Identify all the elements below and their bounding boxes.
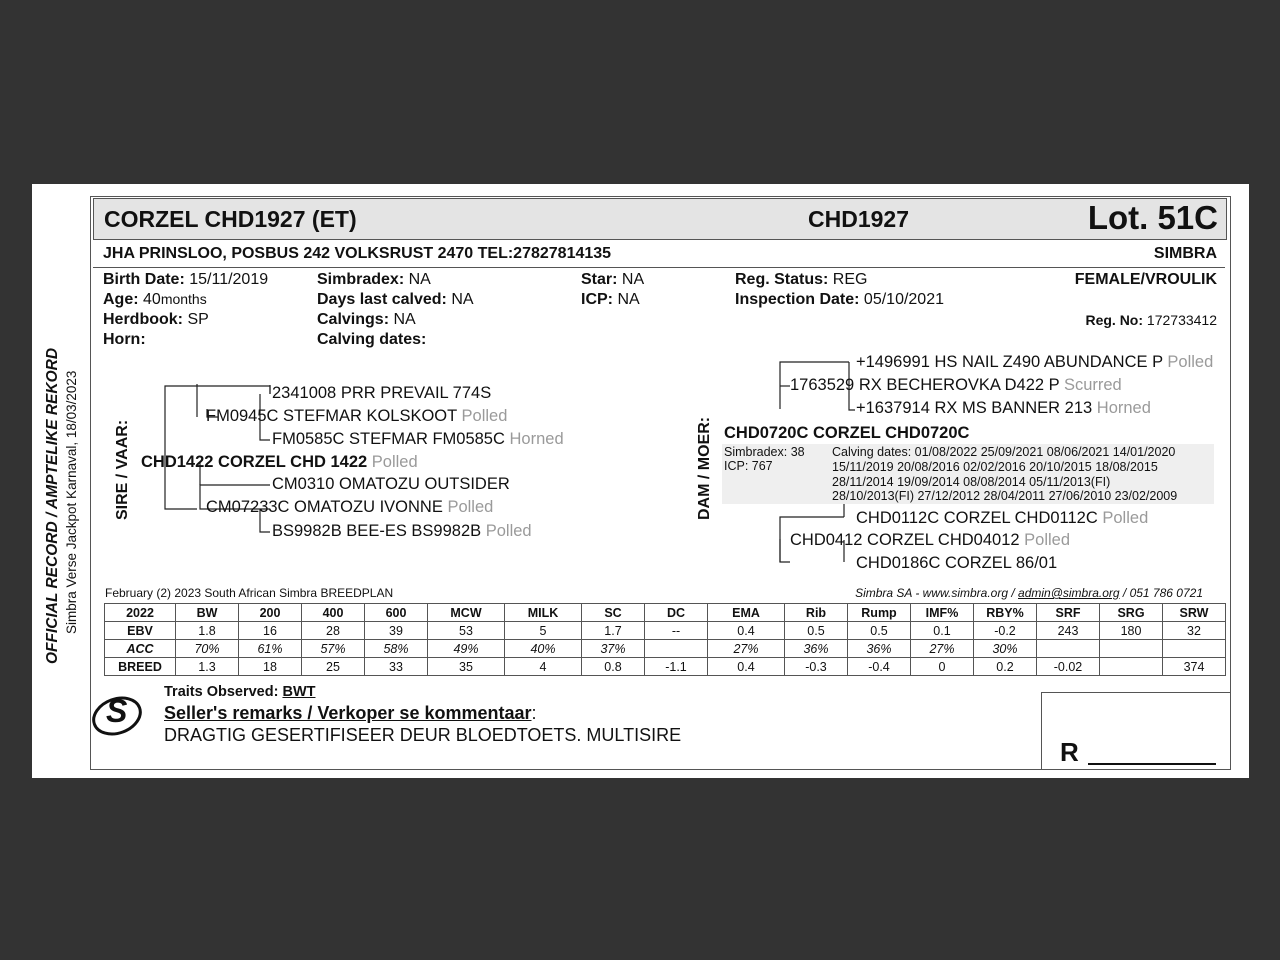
dam-dam	[790, 531, 1070, 550]
column-header: 2022	[105, 604, 176, 622]
table-cell: 0.2	[974, 658, 1037, 676]
dam-calving-dates	[832, 445, 1177, 504]
table-cell: 0.4	[708, 622, 785, 640]
column-header: SRF	[1037, 604, 1100, 622]
pedigree-name: BS9982B BEE-ES BS9982B	[272, 522, 482, 540]
column-header: 200	[239, 604, 302, 622]
contact-email-link[interactable]: admin@simbra.org	[1018, 586, 1120, 600]
simbra-logo	[89, 689, 143, 743]
age-value: 40	[143, 291, 161, 308]
pedigree-name: CM0310 OMATOZU OUTSIDER	[272, 475, 510, 493]
table-cell: -1.1	[645, 658, 708, 676]
table-cell: 33	[365, 658, 428, 676]
table-cell: 37%	[582, 640, 645, 658]
table-cell: 25	[302, 658, 365, 676]
column-header: SRW	[1163, 604, 1226, 622]
traits-label: Traits Observed:	[164, 684, 279, 700]
table-cell: 374	[1163, 658, 1226, 676]
table-cell: 53	[428, 622, 505, 640]
calving-dates-line: 15/11/2019 20/08/2016 02/02/2016 20/10/2015 18/08/2015	[832, 459, 1158, 474]
column-header: 600	[365, 604, 428, 622]
calvings-label: Calvings:	[317, 311, 390, 328]
dam-info-box	[722, 444, 1214, 504]
table-cell: 243	[1037, 622, 1100, 640]
table-cell: 1.3	[176, 658, 239, 676]
table-cell: 18	[239, 658, 302, 676]
pedigree-name: CHD0112C CORZEL CHD0112C	[856, 509, 1098, 527]
horn-status: Scurred	[1063, 376, 1122, 394]
r-signature-line[interactable]	[1088, 763, 1216, 765]
table-cell: 28	[302, 622, 365, 640]
table-cell: 32	[1163, 622, 1226, 640]
horn-status: Horned	[1096, 399, 1151, 417]
animal-id: CHD1927	[808, 206, 909, 232]
table-cell: 0	[911, 658, 974, 676]
contact-phone: / 051 786 0721	[1119, 586, 1203, 600]
inspection-date-label: Inspection Date:	[735, 291, 860, 308]
pedigree-name: CHD0186C CORZEL 86/01	[856, 554, 1058, 572]
row-label: EBV	[105, 622, 176, 640]
pedigree-name: CM07233C OMATOZU IVONNE	[206, 498, 443, 516]
contact-prefix: Simbra SA - www.simbra.org /	[855, 586, 1019, 600]
table-cell: 0.5	[785, 622, 848, 640]
table-cell: 16	[239, 622, 302, 640]
remarks-text: DRAGTIG GESERTIFISEER DEUR BLOEDTOETS. MULTISIRE	[164, 725, 682, 745]
table-cell: 70%	[176, 640, 239, 658]
table-cell: 1.8	[176, 622, 239, 640]
pedigree-name: CHD0412 CORZEL CHD04012	[790, 531, 1020, 549]
dam-sire-sire	[856, 353, 1213, 372]
column-header: EMA	[708, 604, 785, 622]
column-header: Rib	[785, 604, 848, 622]
calving-dates-line: 28/10/2013(FI) 27/12/2012 28/04/2011 27/06/2010 23/02/2009	[832, 489, 1178, 504]
r-box	[1041, 692, 1230, 769]
days-last-calved-value: NA	[451, 291, 474, 308]
icp-label: ICP:	[581, 291, 613, 308]
row-label: ACC	[105, 640, 176, 658]
horn-status: Polled	[461, 407, 508, 425]
table-row	[105, 622, 1226, 640]
table-cell: 35	[428, 658, 505, 676]
column-header: MILK	[505, 604, 582, 622]
horn-status: Horned	[509, 430, 564, 448]
table-row	[105, 640, 1226, 658]
table-cell: 0.1	[911, 622, 974, 640]
table-cell: 4	[505, 658, 582, 676]
table-cell: 1.7	[582, 622, 645, 640]
remarks-heading	[164, 703, 537, 724]
sire-sire	[206, 407, 507, 426]
pedigree-name: 2341008 PRR PREVAIL 774S	[272, 384, 492, 402]
pedigree-name: FM0945C STEFMAR KOLSKOOT	[206, 407, 457, 425]
sire-side-label: SIRE / VAAR:	[114, 419, 131, 520]
sire-dam-dam	[272, 522, 532, 541]
horn-status: Polled	[371, 453, 418, 471]
table-cell: 39	[365, 622, 428, 640]
breedplan-table	[104, 603, 1226, 676]
table-cell: 30%	[974, 640, 1037, 658]
r-label: R	[1060, 737, 1079, 767]
reg-no-label: Reg. No:	[1085, 312, 1144, 328]
herdbook-value: SP	[187, 311, 209, 328]
record-card	[32, 184, 1249, 778]
breed-label: SIMBRA	[1153, 245, 1217, 262]
table-cell: 61%	[239, 640, 302, 658]
animal-name: CORZEL CHD1927 (ET)	[104, 206, 357, 232]
reg-status-value: REG	[832, 271, 868, 288]
table-header-row	[105, 604, 1226, 622]
column-header: RBY%	[974, 604, 1037, 622]
breeder-info: JHA PRINSLOO, POSBUS 242 VOLKSRUST 2470 TEL:27827814135	[103, 245, 612, 262]
calvings-value: NA	[393, 311, 416, 328]
birth-date-value: 15/11/2019	[189, 271, 269, 288]
table-cell: 57%	[302, 640, 365, 658]
table-cell: -0.3	[785, 658, 848, 676]
table-row	[105, 658, 1226, 676]
remarks-label: Seller's remarks / Verkoper se kommentaar	[164, 703, 532, 723]
table-cell: 36%	[848, 640, 911, 658]
dam-side-label: DAM / MOER:	[696, 416, 713, 520]
breedplan-caption: February (2) 2023 South African Simbra BREEDPLAN	[105, 586, 394, 600]
table-cell: --	[645, 622, 708, 640]
column-header: SC	[582, 604, 645, 622]
dam-simbradex: Simbradex: 38	[724, 445, 805, 459]
dam-icp: ICP: 767	[724, 459, 773, 473]
inspection-date-value: 05/10/2021	[863, 291, 944, 308]
sire-name-row	[141, 453, 418, 472]
sire-dam	[206, 498, 493, 517]
table-cell: 49%	[428, 640, 505, 658]
horn-label: Horn:	[103, 331, 146, 348]
pedigree-name: +1496991 HS NAIL Z490 ABUNDANCE P	[856, 353, 1163, 371]
birth-date-label: Birth Date:	[103, 271, 185, 288]
column-header: Rump	[848, 604, 911, 622]
column-header: BW	[176, 604, 239, 622]
horn-status: Polled	[1102, 509, 1149, 527]
remarks-colon: :	[531, 703, 537, 723]
column-header: IMF%	[911, 604, 974, 622]
table-cell	[1100, 640, 1163, 658]
table-cell: 0.4	[708, 658, 785, 676]
icp-value: NA	[617, 291, 640, 308]
pedigree-name: FM0585C STEFMAR FM0585C	[272, 430, 505, 448]
pedigree-name: 1763529 RX BECHEROVKA D422 P	[790, 376, 1060, 394]
table-cell	[1037, 640, 1100, 658]
herdbook-label: Herdbook:	[103, 311, 183, 328]
horn-status: Polled	[1024, 531, 1071, 549]
table-cell: 58%	[365, 640, 428, 658]
table-cell	[645, 640, 708, 658]
star-label: Star:	[581, 271, 618, 288]
dam-dam-sire	[856, 509, 1148, 528]
dam-name: CHD0720C CORZEL CHD0720C	[724, 424, 970, 442]
table-cell: -0.2	[974, 622, 1037, 640]
table-cell: -0.02	[1037, 658, 1100, 676]
table-cell: 0.8	[582, 658, 645, 676]
column-header: DC	[645, 604, 708, 622]
sale-caption: Simbra Verse Jackpot Karnaval, 18/03/2023	[64, 370, 79, 634]
official-record-label: OFFICIAL RECORD / AMPTELIKE REKORD	[44, 347, 61, 664]
age-unit: months	[160, 291, 207, 307]
sire-dam-sire	[272, 475, 510, 494]
table-cell	[1100, 658, 1163, 676]
dam-dam-dam	[856, 554, 1057, 573]
calving-dates-line: 28/11/2014 19/09/2014 08/08/2014 05/11/2013(FI)	[832, 474, 1111, 489]
traits-value: BWT	[282, 684, 316, 700]
logo-letter: S	[106, 693, 128, 729]
dam-sire-dam	[856, 399, 1151, 418]
reg-no-value: 172733412	[1146, 312, 1217, 328]
lot-number: Lot. 51C	[1087, 199, 1218, 236]
table-cell: 5	[505, 622, 582, 640]
reg-status-label: Reg. Status:	[735, 271, 829, 288]
sire-name: CHD1422 CORZEL CHD 1422	[141, 453, 368, 471]
column-header: SRG	[1100, 604, 1163, 622]
horn-status: Polled	[447, 498, 494, 516]
column-header: MCW	[428, 604, 505, 622]
table-cell: 36%	[785, 640, 848, 658]
sex-label: FEMALE/VROULIK	[1074, 271, 1217, 288]
dam-sire	[790, 376, 1122, 395]
table-cell: 27%	[911, 640, 974, 658]
simbradex-label: Simbradex:	[317, 271, 405, 288]
traits-row	[164, 684, 315, 700]
table-cell: 0.5	[848, 622, 911, 640]
pedigree-name: +1637914 RX MS BANNER 213	[856, 399, 1093, 417]
table-cell: 180	[1100, 622, 1163, 640]
calving-dates-label: Calving dates:	[317, 331, 427, 348]
calving-dates-line: Calving dates: 01/08/2022 25/09/2021 08/06/2021 14/01/2020	[832, 445, 1176, 459]
column-header: 400	[302, 604, 365, 622]
row-label: BREED	[105, 658, 176, 676]
sire-sire-sire	[272, 384, 491, 403]
days-last-calved-label: Days last calved:	[317, 291, 447, 308]
horn-status: Polled	[485, 522, 532, 540]
table-cell: -0.4	[848, 658, 911, 676]
sire-sire-dam	[272, 430, 564, 449]
table-cell: 40%	[505, 640, 582, 658]
age-label: Age:	[103, 291, 139, 308]
table-cell: 27%	[708, 640, 785, 658]
horn-status: Polled	[1167, 353, 1214, 371]
star-value: NA	[621, 271, 645, 288]
simbra-contact	[855, 586, 1203, 600]
table-cell	[1163, 640, 1226, 658]
simbradex-value: NA	[408, 271, 431, 288]
